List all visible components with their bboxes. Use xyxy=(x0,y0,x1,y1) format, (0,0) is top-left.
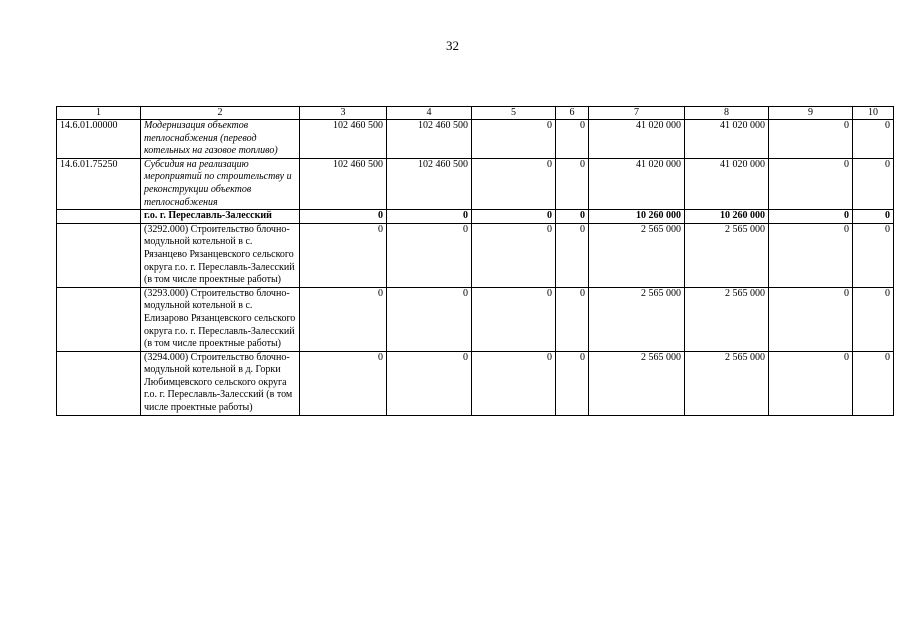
row-name: г.о. г. Переславль-Залесский xyxy=(141,210,300,224)
value-col-4: 0 xyxy=(387,351,472,415)
value-col-6: 0 xyxy=(556,287,589,351)
row-code: 14.6.01.00000 xyxy=(57,120,141,159)
row-name: (3293.000) Строительство блочно-модульной котельной в с. Елизарово Рязанцевского сельского округа г.о. г. Переславль-Залесский (в том числе проектные работы) xyxy=(141,287,300,351)
value-col-5: 0 xyxy=(472,223,556,287)
value-col-9: 0 xyxy=(769,351,853,415)
column-header: 5 xyxy=(472,107,556,120)
value-col-3: 0 xyxy=(300,351,387,415)
row-name: Модернизация объектов теплоснабжения (перевод котельных на газовое топливо) xyxy=(141,120,300,159)
value-col-5: 0 xyxy=(472,120,556,159)
row-code xyxy=(57,210,141,224)
value-col-10: 0 xyxy=(853,158,894,209)
page-number: 32 xyxy=(446,38,459,53)
value-col-6: 0 xyxy=(556,210,589,224)
value-col-6: 0 xyxy=(556,120,589,159)
value-col-8: 2 565 000 xyxy=(685,223,769,287)
value-col-10: 0 xyxy=(853,287,894,351)
column-header: 3 xyxy=(300,107,387,120)
column-header: 7 xyxy=(589,107,685,120)
value-col-9: 0 xyxy=(769,223,853,287)
value-col-8: 2 565 000 xyxy=(685,351,769,415)
value-col-9: 0 xyxy=(769,210,853,224)
value-col-5: 0 xyxy=(472,287,556,351)
table-row xyxy=(57,210,894,224)
row-name: (3294.000) Строительство блочно-модульной котельной в д. Горки Любимцевского сельского округа г.о. г. Переславль-Залесский (в том числе проектные работы) xyxy=(141,351,300,415)
value-col-6: 0 xyxy=(556,351,589,415)
value-col-4: 102 460 500 xyxy=(387,158,472,209)
value-col-8: 41 020 000 xyxy=(685,120,769,159)
value-col-10: 0 xyxy=(853,223,894,287)
table-row xyxy=(57,351,894,415)
row-name: (3292.000) Строительство блочно-модульной котельной в с. Рязанцево Рязанцевского сельского округа г.о. г. Переславль-Залесский (в том числе проектные работы) xyxy=(141,223,300,287)
row-code xyxy=(57,351,141,415)
value-col-9: 0 xyxy=(769,120,853,159)
table-row xyxy=(57,158,894,209)
value-col-8: 41 020 000 xyxy=(685,158,769,209)
value-col-8: 2 565 000 xyxy=(685,287,769,351)
row-code xyxy=(57,287,141,351)
row-name: Субсидия на реализацию мероприятий по строительству и реконструкции объектов теплоснабжения xyxy=(141,158,300,209)
value-col-6: 0 xyxy=(556,158,589,209)
table-row xyxy=(57,287,894,351)
value-col-5: 0 xyxy=(472,351,556,415)
header-row xyxy=(57,107,894,120)
value-col-8: 10 260 000 xyxy=(685,210,769,224)
column-header: 4 xyxy=(387,107,472,120)
value-col-3: 0 xyxy=(300,210,387,224)
value-col-4: 0 xyxy=(387,223,472,287)
table-row xyxy=(57,223,894,287)
value-col-7: 2 565 000 xyxy=(589,287,685,351)
value-col-10: 0 xyxy=(853,210,894,224)
value-col-9: 0 xyxy=(769,287,853,351)
value-col-7: 2 565 000 xyxy=(589,351,685,415)
table-row xyxy=(57,120,894,159)
value-col-7: 41 020 000 xyxy=(589,120,685,159)
value-col-3: 0 xyxy=(300,223,387,287)
value-col-10: 0 xyxy=(853,351,894,415)
column-header: 6 xyxy=(556,107,589,120)
column-header: 1 xyxy=(57,107,141,120)
column-header: 8 xyxy=(685,107,769,120)
row-code xyxy=(57,223,141,287)
value-col-9: 0 xyxy=(769,158,853,209)
value-col-4: 0 xyxy=(387,210,472,224)
budget-table xyxy=(56,106,894,416)
value-col-4: 102 460 500 xyxy=(387,120,472,159)
column-header: 9 xyxy=(769,107,853,120)
value-col-6: 0 xyxy=(556,223,589,287)
column-header: 2 xyxy=(141,107,300,120)
value-col-7: 2 565 000 xyxy=(589,223,685,287)
row-code: 14.6.01.75250 xyxy=(57,158,141,209)
value-col-5: 0 xyxy=(472,210,556,224)
value-col-3: 102 460 500 xyxy=(300,158,387,209)
value-col-5: 0 xyxy=(472,158,556,209)
value-col-3: 102 460 500 xyxy=(300,120,387,159)
value-col-3: 0 xyxy=(300,287,387,351)
column-header: 10 xyxy=(853,107,894,120)
value-col-10: 0 xyxy=(853,120,894,159)
value-col-4: 0 xyxy=(387,287,472,351)
value-col-7: 10 260 000 xyxy=(589,210,685,224)
value-col-7: 41 020 000 xyxy=(589,158,685,209)
